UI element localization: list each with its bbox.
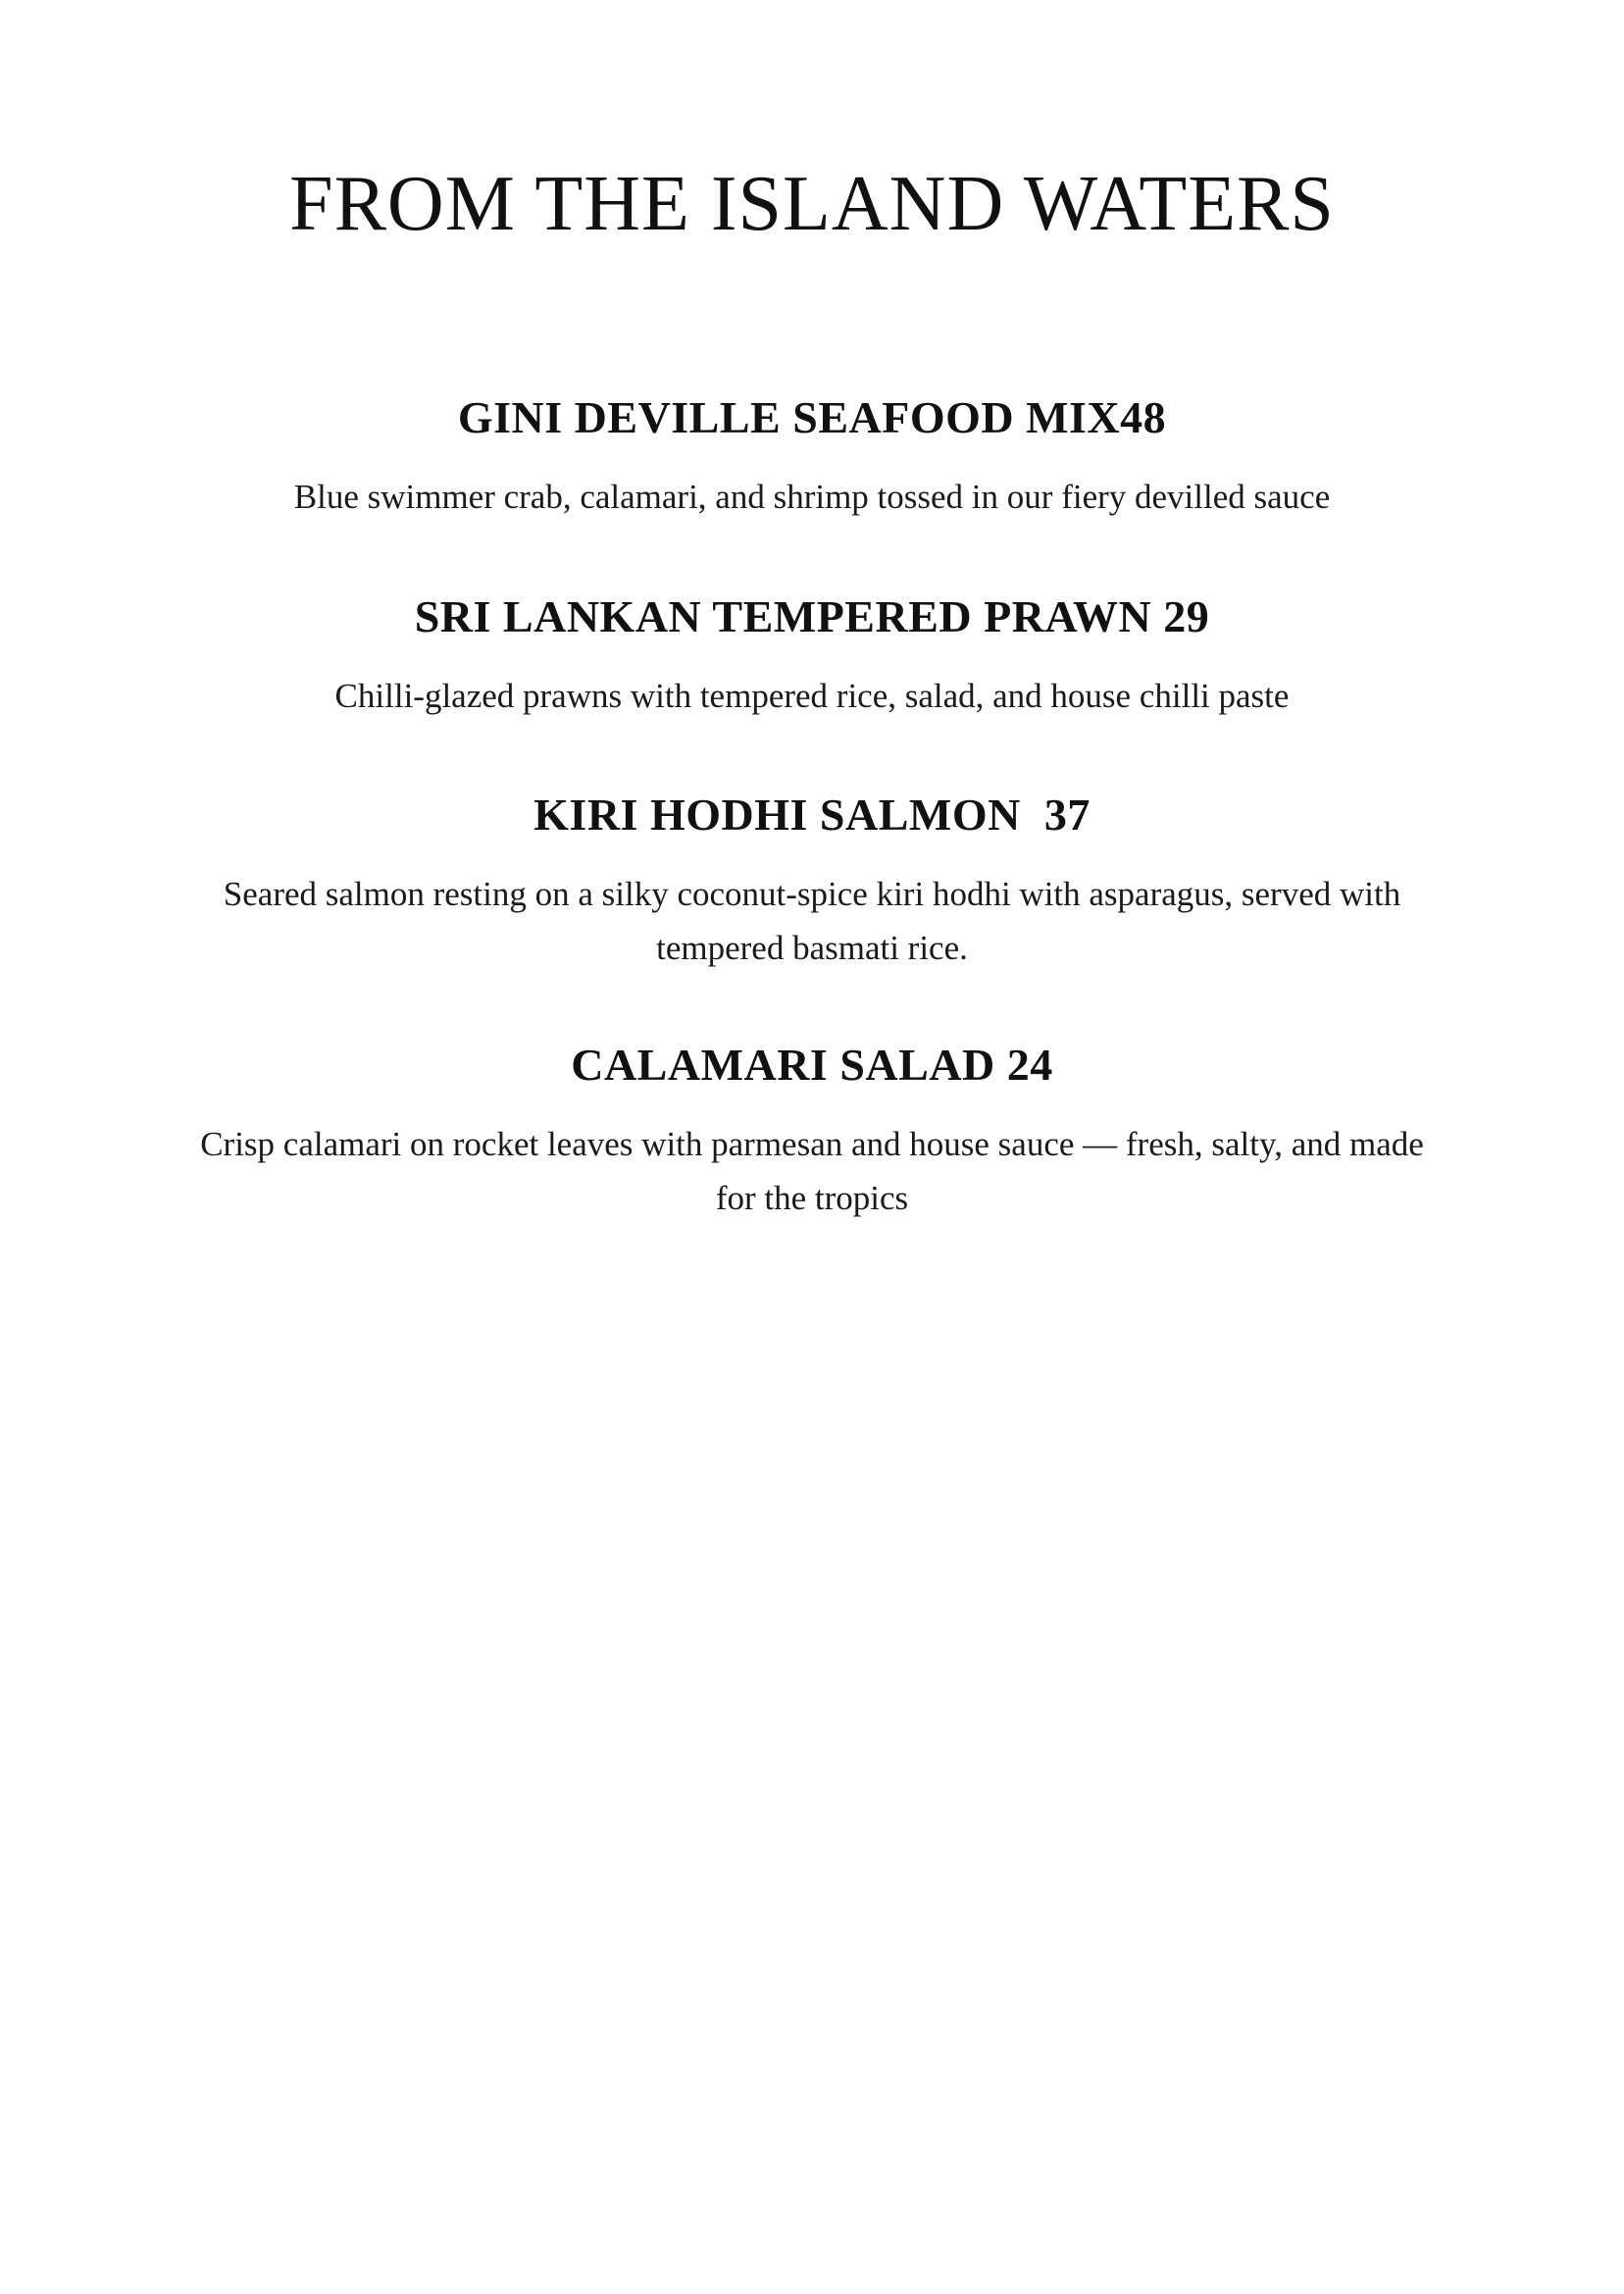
menu-item (196, 790, 1428, 975)
menu-item (196, 591, 1428, 723)
menu-item-description: Chilli-glazed prawns with tempered rice, salad, and house chilli paste (334, 676, 1290, 715)
menu-item-description: Seared salmon resting on a silky coconut-spice kiri hodhi with asparagus, served with tempered basmati rice. (223, 874, 1401, 967)
menu-item-name: SRI LANKAN TEMPERED PRAWN 29 (414, 591, 1210, 641)
menu-item-name: GINI DEVILLE SEAFOOD MIX48 (457, 392, 1167, 442)
menu-item-name: KIRI HODHI SALMON 37 (533, 790, 1091, 840)
menu-item (196, 392, 1428, 524)
menu-item-description: Crisp calamari on rocket leaves with parmesan and house sauce — fresh, salty, and made for the tropics (200, 1124, 1424, 1217)
menu-item-name: CALAMARI SALAD 24 (571, 1040, 1053, 1090)
page-title: FROM THE ISLAND WATERS (289, 161, 1335, 247)
menu-item (196, 1040, 1428, 1225)
menu-item-description: Blue swimmer crab, calamari, and shrimp tossed in our fiery devilled sauce (293, 477, 1331, 516)
